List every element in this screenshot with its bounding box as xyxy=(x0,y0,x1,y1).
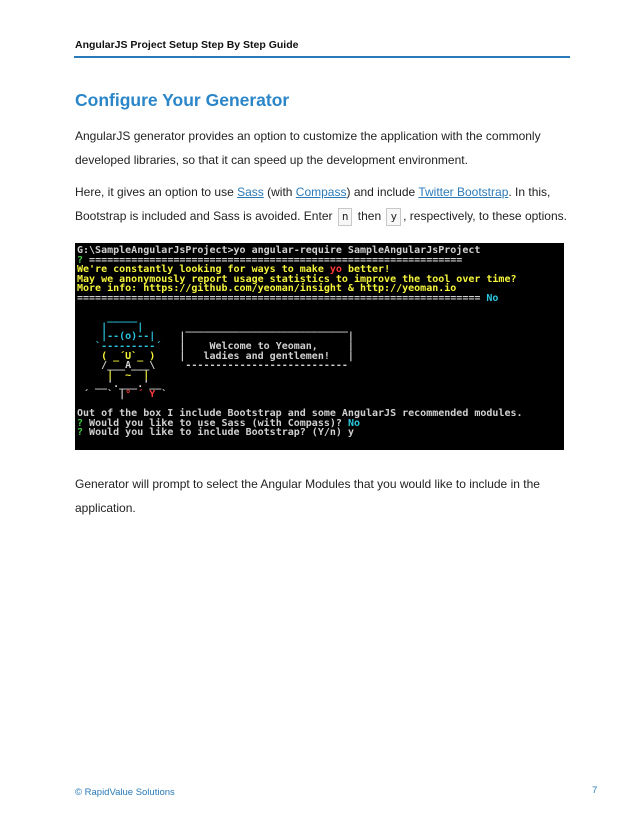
terminal-line-2c: better! xyxy=(341,264,391,276)
terminal-art-1: _____ xyxy=(77,312,138,324)
page-number: 7 xyxy=(592,785,598,796)
terminal-line-4: More info: https://github.com/yeoman/insight & http://yeoman.io xyxy=(77,283,457,295)
options-text-4: . In this, Bootstrap is included and Sass is avoided. Enter xyxy=(75,185,551,223)
modules-paragraph: Generator will prompt to select the Angular Modules that you would like to include in the application. xyxy=(75,477,540,515)
options-text-2: (with xyxy=(263,185,296,199)
terminal-art-8: __'.___.'__ xyxy=(77,379,162,391)
twitter-bootstrap-link[interactable]: Twitter Bootstrap xyxy=(418,185,509,199)
terminal-line-3: May we anonymously report usage statistics to improve the tool over time? xyxy=(77,273,517,285)
compass-link[interactable]: Compass xyxy=(295,185,347,199)
sass-link[interactable]: Sass xyxy=(237,185,264,199)
terminal-q2-text: Would you like to include Bootstrap? (Y/n) xyxy=(83,427,348,439)
terminal-art-9b: ° ´ Y xyxy=(125,388,156,400)
footer-copyright: © RapidValue Solutions xyxy=(75,787,175,798)
terminal-question-2 xyxy=(75,428,564,438)
options-text-1: Here, it gives an option to use xyxy=(75,185,238,199)
terminal-prompt-line: G:\SampleAngularJsProject>yo angular-require SampleAngularJsProject xyxy=(77,245,481,256)
header-divider xyxy=(74,56,570,58)
terminal-art-2a: | | xyxy=(77,321,180,333)
page-header: AngularJS Project Setup Step By Step Guide xyxy=(75,39,299,51)
options-text-5: then xyxy=(354,209,385,223)
terminal-rule2-line xyxy=(75,294,564,304)
terminal-art-5b: | ladies and gentlemen! | xyxy=(179,350,354,362)
terminal-q1-answer: No xyxy=(347,417,360,429)
terminal-rule2: =================================================================== xyxy=(77,292,487,304)
terminal-q1-mark: ? xyxy=(77,417,84,429)
terminal-modules-line: Out of the box I include Bootstrap and some AngularJS recommended modules. xyxy=(77,408,523,420)
terminal-q1-text: Would you like to use Sass (with Compass)? xyxy=(83,417,348,429)
options-text-3: ) and include xyxy=(346,185,419,199)
key-y: y xyxy=(386,208,401,226)
terminal-q2-mark: ? xyxy=(77,427,84,439)
terminal-art-6a: /___A___\ xyxy=(77,360,180,372)
options-paragraph xyxy=(75,180,570,228)
terminal-art-9c: ` xyxy=(155,388,168,400)
terminal-q2-answer: y xyxy=(347,427,354,439)
terminal-art-2b: ___________________________ xyxy=(179,321,348,333)
terminal-art-3a: |--(o)--| xyxy=(77,331,180,343)
terminal-rule: ============================================================== xyxy=(83,254,463,266)
terminal-screenshot xyxy=(75,243,564,450)
terminal-art-4a: `---------´ xyxy=(77,340,180,352)
terminal-art-9a: ´ ` | xyxy=(77,388,126,400)
terminal-rule-q: ? xyxy=(77,254,84,266)
options-text-6: , respectively, to these options. xyxy=(403,209,567,223)
terminal-blank xyxy=(75,304,564,314)
terminal-art-4b: | Welcome to Yeoman, | xyxy=(179,340,354,352)
terminal-art-7: | ~ | xyxy=(77,369,150,381)
key-n: n xyxy=(338,208,353,226)
terminal-rule2-answer: No xyxy=(486,292,499,304)
terminal-line-2a: We're constantly looking for ways to make xyxy=(77,264,330,276)
terminal-art-5a: ( _´U`_ ) xyxy=(77,350,180,362)
intro-paragraph: AngularJS generator provides an option to customize the application with the commonly developed libraries, so that it can speed up the development environment. xyxy=(75,129,541,167)
terminal-art-3b: | | xyxy=(179,331,354,343)
terminal-art-6b: --------------------------- xyxy=(179,360,348,372)
terminal-art-9 xyxy=(75,390,564,400)
section-title: Configure Your Generator xyxy=(75,90,290,110)
terminal-line-2-yo: yo xyxy=(329,264,342,276)
